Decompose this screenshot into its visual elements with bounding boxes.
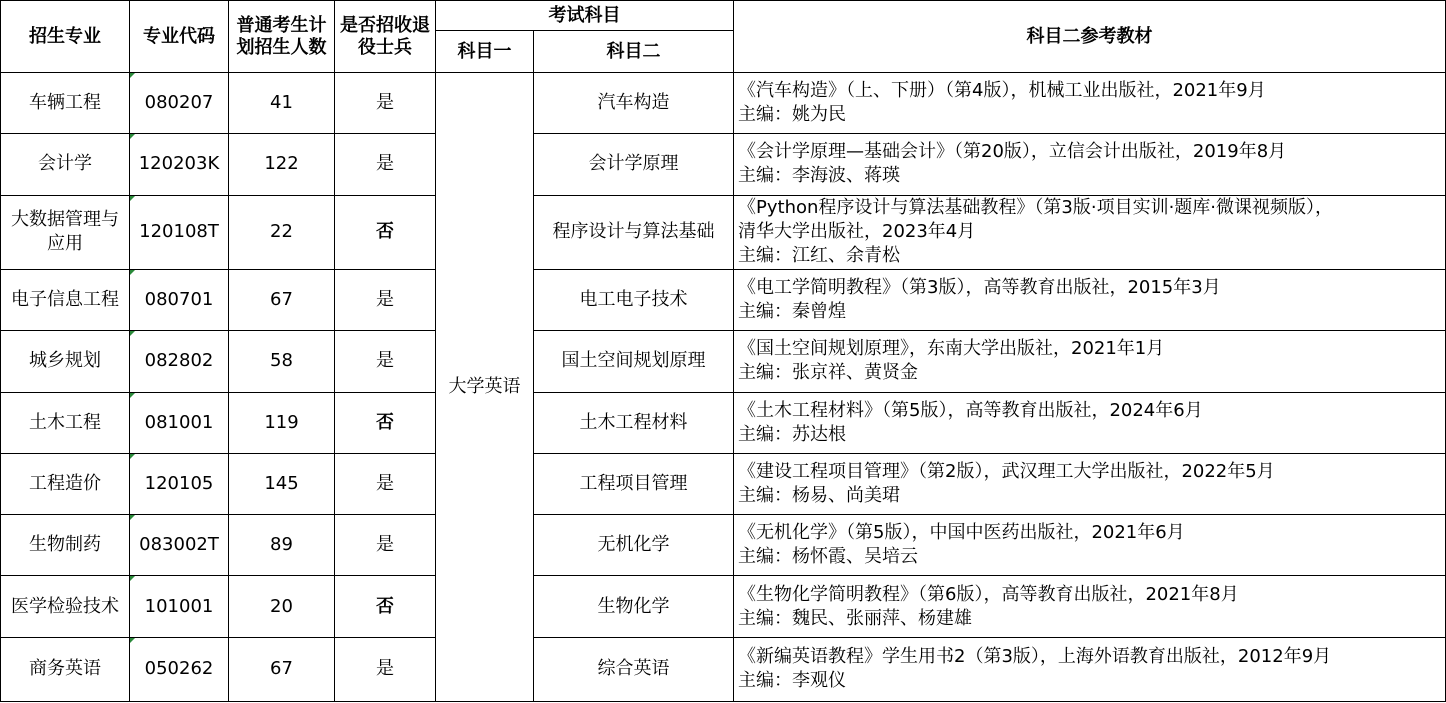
cell-plan: 119 [229, 392, 335, 453]
cell-reference [734, 331, 1446, 392]
cell-major: 会计学 [1, 134, 130, 195]
cell-veteran: 是 [335, 637, 436, 701]
table-row [1, 453, 1446, 514]
reference-line: 主编：张京祥、黄贤金 [738, 362, 918, 384]
cell-code [130, 195, 229, 270]
reference-line: 《土木工程材料》（第5版），高等教育出版社，2024年6月 [738, 399, 1203, 421]
header-subject2: 科目二 [534, 31, 734, 73]
table-header [1, 1, 1446, 73]
cell-veteran: 是 [335, 270, 436, 331]
cell-code-text: 080701 [144, 289, 214, 311]
reference-line: 主编：姚为民 [738, 104, 846, 126]
cell-corner-marker [130, 638, 135, 643]
cell-plan: 20 [229, 576, 335, 637]
cell-veteran: 否 [335, 195, 436, 270]
cell-code [130, 73, 229, 134]
cell-plan: 89 [229, 515, 335, 576]
cell-code [130, 270, 229, 331]
cell-reference [734, 270, 1446, 331]
cell-major: 电子信息工程 [1, 270, 130, 331]
cell-code-text: 081001 [144, 411, 214, 433]
cell-major: 大数据管理与应用 [1, 195, 130, 270]
cell-plan: 22 [229, 195, 335, 270]
reference-line: 《Python程序设计与算法基础教程》（第3版·项目实训·题库·微课视频版）， [738, 197, 1334, 219]
reference-line: 《电工学简明教程》（第3版），高等教育出版社，2015年3月 [738, 277, 1221, 299]
reference-line: 《生物化学简明教程》（第6版），高等教育出版社，2021年8月 [738, 583, 1239, 605]
cell-veteran: 是 [335, 331, 436, 392]
cell-code-text: 080207 [144, 92, 214, 114]
cell-reference [734, 392, 1446, 453]
reference-line: 主编：江红、余青松 [738, 245, 900, 267]
cell-plan: 122 [229, 134, 335, 195]
cell-code-text: 120203K [138, 153, 220, 175]
cell-reference [734, 73, 1446, 134]
cell-plan: 67 [229, 270, 335, 331]
header-plan: 普通考生计划招生人数 [229, 1, 335, 73]
cell-veteran: 否 [335, 392, 436, 453]
cell-major: 车辆工程 [1, 73, 130, 134]
cell-major: 城乡规划 [1, 331, 130, 392]
cell-corner-marker [130, 331, 135, 336]
cell-subject2: 土木工程材料 [534, 392, 734, 453]
header-veteran: 是否招收退役士兵 [335, 1, 436, 73]
table-row [1, 392, 1446, 453]
cell-subject2: 汽车构造 [534, 73, 734, 134]
table-row [1, 73, 1446, 134]
cell-reference [734, 195, 1446, 270]
reference-line: 《国土空间规划原理》，东南大学出版社，2021年1月 [738, 338, 1165, 360]
cell-code [130, 453, 229, 514]
cell-reference [734, 134, 1446, 195]
cell-code [130, 134, 229, 195]
cell-code [130, 392, 229, 453]
table-body [1, 73, 1446, 702]
cell-plan: 58 [229, 331, 335, 392]
cell-code [130, 637, 229, 701]
header-subject1: 科目一 [436, 31, 534, 73]
cell-subject2: 生物化学 [534, 576, 734, 637]
cell-code-text: 101001 [144, 595, 214, 617]
table-row [1, 134, 1446, 195]
reference-line: 清华大学出版社，2023年4月 [738, 221, 976, 243]
reference-line: 主编：李海波、蒋瑛 [738, 165, 900, 187]
cell-major: 商务英语 [1, 637, 130, 701]
cell-subject2: 国土空间规划原理 [534, 331, 734, 392]
cell-corner-marker [130, 393, 135, 398]
cell-code [130, 576, 229, 637]
cell-corner-marker [130, 454, 135, 459]
header-major: 招生专业 [1, 1, 130, 73]
cell-subject2: 会计学原理 [534, 134, 734, 195]
reference-line: 主编：杨怀霞、吴培云 [738, 546, 918, 568]
reference-line: 《无机化学》（第5版），中国中医药出版社，2021年6月 [738, 522, 1185, 544]
reference-line: 《会计学原理—基础会计》（第20版），立信会计出版社，2019年8月 [738, 141, 1287, 163]
cell-major: 工程造价 [1, 453, 130, 514]
reference-line: 主编：杨易、尚美珺 [738, 484, 900, 506]
cell-plan: 145 [229, 453, 335, 514]
cell-reference [734, 453, 1446, 514]
cell-major: 生物制药 [1, 515, 130, 576]
cell-code [130, 515, 229, 576]
reference-line: 《建设工程项目管理》（第2版），武汉理工大学出版社，2022年5月 [738, 460, 1275, 482]
cell-subject2: 无机化学 [534, 515, 734, 576]
cell-veteran: 是 [335, 134, 436, 195]
cell-subject2: 电工电子技术 [534, 270, 734, 331]
cell-plan: 67 [229, 637, 335, 701]
cell-corner-marker [130, 515, 135, 520]
header-exam-subjects: 考试科目 [436, 1, 734, 31]
cell-code-text: 050262 [144, 658, 214, 680]
cell-corner-marker [130, 73, 135, 78]
cell-subject2: 程序设计与算法基础 [534, 195, 734, 270]
reference-line: 《汽车构造》（上、下册）（第4版），机械工业出版社，2021年9月 [738, 80, 1266, 102]
cell-code-text: 083002T [139, 534, 219, 556]
cell-code [130, 331, 229, 392]
cell-veteran: 是 [335, 73, 436, 134]
cell-reference [734, 576, 1446, 637]
cell-major: 土木工程 [1, 392, 130, 453]
cell-corner-marker [130, 196, 135, 201]
cell-veteran: 否 [335, 576, 436, 637]
reference-line: 《新编英语教程》学生用书2（第3版），上海外语教育出版社，2012年9月 [738, 646, 1332, 668]
cell-corner-marker [130, 134, 135, 139]
cell-corner-marker [130, 576, 135, 581]
reference-line: 主编：魏民、张丽萍、杨建雄 [738, 607, 972, 629]
cell-veteran: 是 [335, 515, 436, 576]
cell-code-text: 120105 [144, 472, 214, 494]
reference-line: 主编：李观仪 [738, 670, 846, 692]
cell-code-text: 120108T [139, 221, 219, 243]
cell-subject2: 综合英语 [534, 637, 734, 701]
cell-veteran: 是 [335, 453, 436, 514]
reference-line: 主编：苏达根 [738, 423, 846, 445]
table-row [1, 576, 1446, 637]
header-code: 专业代码 [130, 1, 229, 73]
cell-subject2: 工程项目管理 [534, 453, 734, 514]
header-reference: 科目二参考教材 [734, 1, 1446, 73]
table-row [1, 195, 1446, 270]
table-row [1, 637, 1446, 701]
cell-reference [734, 515, 1446, 576]
cell-reference [734, 637, 1446, 701]
reference-line: 主编：秦曾煌 [738, 301, 846, 323]
cell-subject1: 大学英语 [436, 73, 534, 702]
cell-corner-marker [130, 270, 135, 275]
table-row [1, 515, 1446, 576]
table-row [1, 270, 1446, 331]
cell-plan: 41 [229, 73, 335, 134]
cell-code-text: 082802 [144, 350, 214, 372]
table-row [1, 331, 1446, 392]
cell-major: 医学检验技术 [1, 576, 130, 637]
